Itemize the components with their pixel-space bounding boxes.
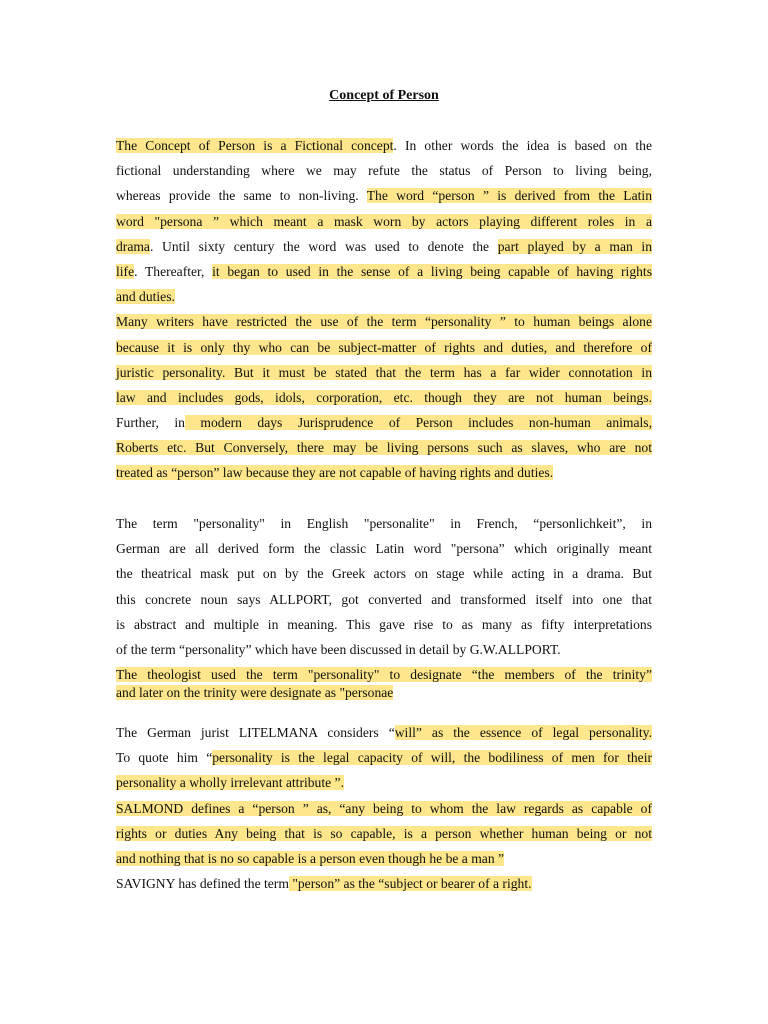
paragraph-fictional-concept [116,133,652,486]
text-line [116,360,652,385]
text-span: Further, in [116,415,185,431]
text-line [116,158,652,183]
text-line [116,684,652,702]
highlighted-text: and later on the trinity were designate as "personae [116,685,394,700]
highlighted-text: "person” as the “subject or bearer of a right. [288,876,532,892]
text-span: fictional understanding where we may refute the status of Person to living being, [116,163,652,179]
highlighted-text: word "persona ” which meant a mask worn by actors playing different roles in a [116,213,652,229]
text-span: To quote him “ [116,750,213,766]
highlighted-text: life [116,263,135,279]
text-line [116,745,652,770]
highlighted-text: and nothing that is no so capable is a person even though he be a man ” [116,850,505,866]
text-line [116,234,652,259]
paragraph-jurists [116,720,652,896]
paragraph-term-personality [116,511,652,662]
text-span: is abstract and multiple in meaning. This gave rise to as many as fifty interpretations [116,616,652,632]
text-line [116,259,652,284]
text-line [116,385,652,410]
text-line [116,460,652,485]
highlighted-text: will” as the essence of legal personality. [394,725,652,740]
highlighted-text: because it is only thy who can be subject-matter of rights and duties, and therefore of [116,339,652,355]
document-title: Concept of Person [329,88,439,103]
text-line [116,284,652,309]
text-line [116,335,652,360]
text-span: SAVIGNY has defined the term [116,876,289,892]
text-line [116,846,652,871]
text-span: . Thereafter, [134,263,213,279]
highlighted-text: juristic personality. But it must be stated that the term has a far wider connotation in [116,364,652,380]
text-line [116,133,652,158]
text-line [116,821,652,846]
text-line [116,183,652,208]
highlighted-text: The word “person ” is derived from the Latin [366,188,652,204]
highlighted-text: rights or duties Any being that is so capable, is a person whether human being or not [116,825,652,841]
text-line [116,612,652,637]
text-span: . In other words the idea is based on the [393,138,652,153]
text-line [116,587,652,612]
highlighted-text: personality a wholly irrelevant attribute ”. [116,775,344,791]
text-line [116,209,652,234]
text-line [116,435,652,460]
highlighted-text: The Concept of Person is a Fictional concept [116,138,394,153]
highlighted-text: personality is the legal capacity of will, the bodiliness of men for their [212,750,652,766]
paragraph-theologist [116,666,652,702]
text-line [116,871,652,896]
highlighted-text: part played by a man in [497,238,652,254]
text-span: of the term “personality” which have been discussed in detail by G.W.ALLPORT. [116,641,561,657]
text-span: . Until sixty century the word was used to denote the [149,238,498,254]
text-line [116,536,652,561]
highlighted-text: treated as “person” law because they are not capable of having rights and duties. [116,465,554,481]
text-span: The German jurist LITELMANA considers “ [116,725,395,740]
highlighted-text: law and includes gods, idols, corporation, etc. though they are not human beings. [116,389,652,405]
text-line [116,637,652,662]
highlighted-text: SALMOND defines a “person ” as, “any being to whom the law regards as capable of [116,800,652,816]
highlighted-text: Roberts etc. But Conversely, there may be living persons such as slaves, who are not [116,440,652,456]
text-span: The term "personality" in English "personalite" in French, “personlichkeit”, in [116,516,652,531]
text-line [116,720,652,745]
highlighted-text: Many writers have restricted the use of the term “personality ” to human beings alone [116,314,652,330]
text-line [116,666,652,684]
text-line [116,410,652,435]
highlighted-text: drama [116,238,150,254]
text-span: the theatrical mask put on by the Greek actors on stage while acting in a drama. But [116,566,652,582]
highlighted-text: The theologist used the term "personality" to designate “the members of the trinity” [116,667,652,682]
text-span: German are all derived form the classic Latin word "persona” which originally meant [116,541,652,557]
text-line [116,511,652,536]
text-line [116,770,652,795]
text-line [116,309,652,334]
highlighted-text: it began to used in the sense of a living being capable of having rights [212,263,652,279]
text-span: whereas provide the same to non-living. [116,188,367,204]
text-line [116,561,652,586]
text-line [116,796,652,821]
text-span: this concrete noun says ALLPORT, got converted and transformed itself into one that [116,591,652,607]
highlighted-text: modern days Jurisprudence of Person includes non-human animals, [184,415,652,431]
highlighted-text: and duties. [116,289,175,305]
